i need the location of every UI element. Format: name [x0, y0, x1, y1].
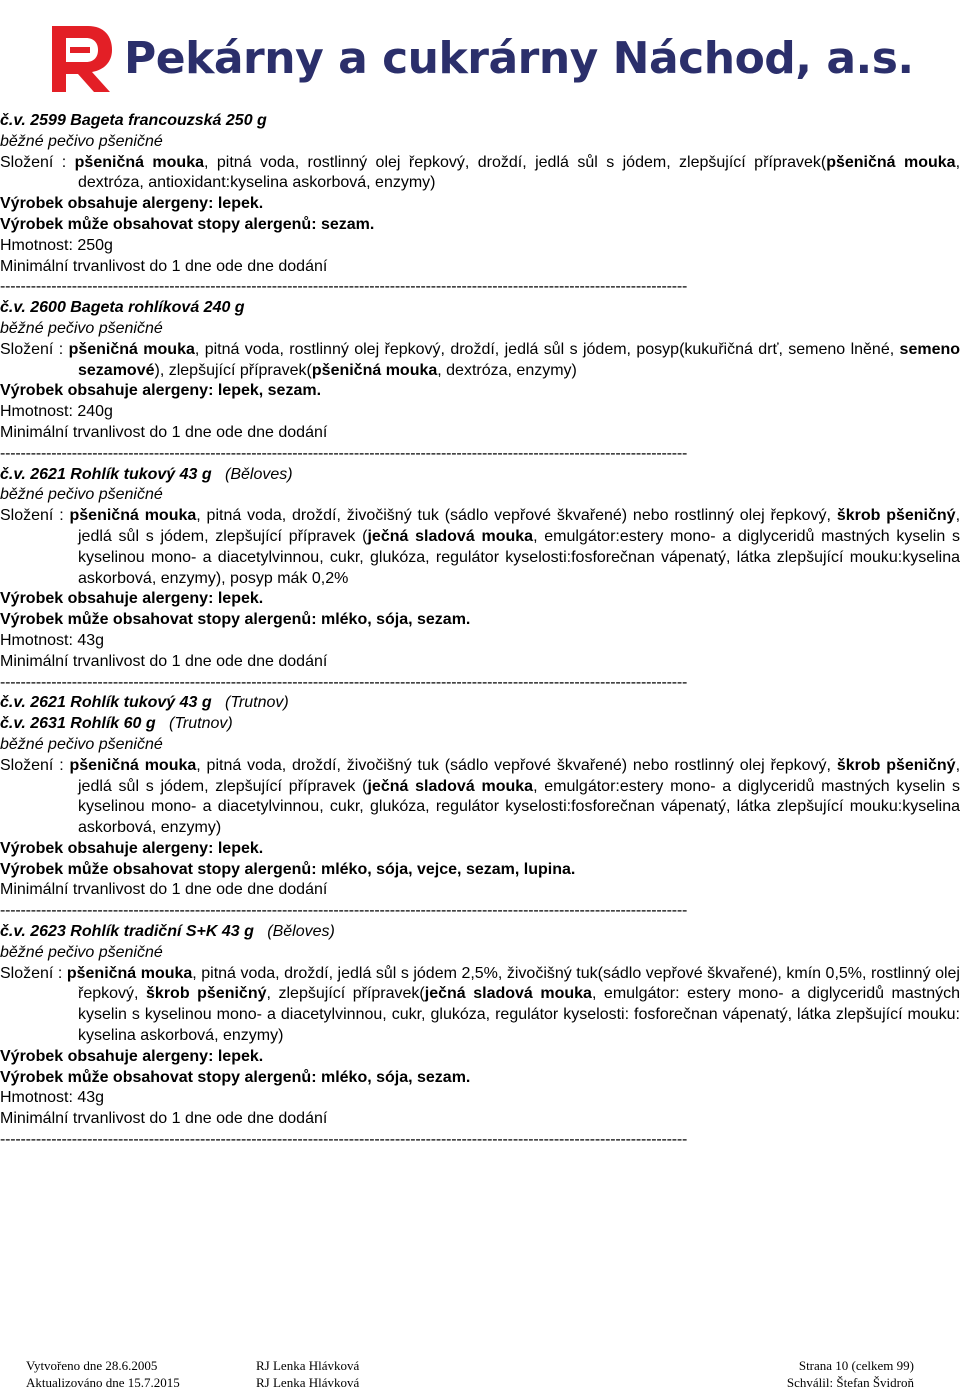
allergen-ingredient: pšeničná mouka — [69, 507, 197, 525]
shelf-life: Minimální trvanlivost do 1 dne ode dne dodání — [0, 881, 328, 899]
created-by: RJ Lenka Hlávková — [256, 1358, 360, 1373]
allergen-ingredient: pšeničná mouka — [74, 153, 205, 171]
product-category: běžné pečivo pšeničné — [0, 486, 163, 504]
product-code-name: č.v. 2599 Bageta francouzská 250 g — [0, 112, 267, 129]
approved-by: Schválil: Štefan Švidroň — [786, 1375, 914, 1390]
allergen-ingredient: škrob pšeničný — [836, 756, 956, 774]
product-block — [0, 465, 960, 694]
product-category: běžné pečivo pšeničné — [0, 132, 163, 150]
product-category: běžné pečivo pšeničné — [0, 943, 163, 961]
product-title — [0, 465, 960, 486]
allergens-statement: Výrobek obsahuje alergeny: lepek, sezam. — [0, 382, 322, 400]
product-block — [0, 111, 960, 298]
allergen-ingredient: semeno sezamové — [78, 340, 960, 379]
product-title — [0, 298, 960, 319]
product-weight: Hmotnost: 240g — [0, 403, 113, 421]
product-code-name: č.v. 2623 Rohlík tradiční S+K 43 g — [0, 923, 254, 941]
separator-line: -------------------------------------------------------------------------------------------------------------------------------------- — [0, 673, 688, 691]
ingredient-text: , emulgátor:estery mono- a diglyceridů mastných kyselin s kyselinou mono- a diacetylvinnou, cukr, glukóza, regulátor kyselosti:fosforečnan vápenatý, látka zlepšující mouku:kyselina askorbová, enzymy), posyp mák 0,2% — [78, 527, 960, 587]
company-logo-icon — [44, 22, 116, 94]
ingredient-text — [66, 154, 74, 171]
separator-line: -------------------------------------------------------------------------------------------------------------------------------------- — [0, 278, 688, 296]
separator-line: -------------------------------------------------------------------------------------------------------------------------------------- — [0, 444, 688, 462]
updated-by: RJ Lenka Hlávková — [256, 1375, 360, 1390]
product-list — [0, 111, 960, 1151]
company-name: Pekárny a cukrárny Náchod, a.s. — [124, 33, 914, 84]
updated-date: Aktualizováno dne 15.7.2015 — [26, 1375, 180, 1390]
product-block — [0, 298, 960, 464]
allergen-ingredient: pšeničná mouka — [69, 756, 197, 774]
ingredient-text: , pitná voda, rostlinný olej řepkový, droždí, jedlá sůl s jódem, posyp(kukuřičná drť, semeno lněné, — [194, 340, 900, 358]
product-category: běžné pečivo pšeničné — [0, 319, 163, 337]
allergens-statement: Výrobek obsahuje alergeny: lepek. — [0, 590, 264, 608]
product-location: (Trutnov) — [225, 694, 289, 712]
allergen-ingredient: ječná sladová mouka — [367, 777, 534, 795]
ingredient-text: , emulgátor: estery mono- a diglyceridů mastných kyselin s kyselinou mono- a diacetylvinnou, cukr, glukóza, regulátor kyselosti: fosforečnan vápenatý, látka zlepšující mouku: kyselina askorbová, enzymy) — [78, 985, 960, 1045]
page-header — [0, 0, 960, 112]
ingredient-text: , jedlá sůl s jódem, zlepšující přípravek ( — [78, 756, 960, 795]
ingredient-text: , emulgátor:estery mono- a diglyceridů mastných kyselin s kyselinou mono- a diacetylvinnou, cukr, glukóza, regulátor kyselosti:fosforečnan vápenatý, látka zlepšující mouku:kyselina askorbová, enzymy) — [78, 777, 960, 837]
product-code-name: č.v. 2621 Rohlík tukový 43 g — [0, 465, 212, 483]
product-composition — [0, 756, 960, 839]
page-number: Strana 10 (celkem 99) — [798, 1358, 914, 1373]
traces-statement: Výrobek může obsahovat stopy alergenů: sezam. — [0, 215, 375, 233]
allergen-ingredient: pšeničná mouka — [68, 340, 195, 358]
product-title — [0, 714, 960, 735]
allergen-ingredient: ječná sladová mouka — [424, 985, 592, 1003]
product-block — [0, 922, 960, 1151]
ingredient-text: , pitná voda, droždí, živočišný tuk (sádlo vepřové škvařené) nebo rostlinný olej řepkový, — [196, 756, 837, 774]
product-code-name: č.v. 2600 Bageta rohlíková 240 g — [0, 299, 245, 317]
allergen-ingredient: ječná sladová mouka — [367, 527, 534, 545]
allergen-ingredient: pšeničná mouka — [826, 153, 956, 171]
product-composition — [0, 153, 960, 195]
shelf-life: Minimální trvanlivost do 1 dne ode dne dodání — [0, 257, 328, 275]
shelf-life: Minimální trvanlivost do 1 dne ode dne dodání — [0, 423, 328, 441]
shelf-life: Minimální trvanlivost do 1 dne ode dne dodání — [0, 1110, 328, 1128]
separator-line: -------------------------------------------------------------------------------------------------------------------------------------- — [0, 902, 688, 920]
product-weight: Hmotnost: 43g — [0, 631, 105, 649]
product-title — [0, 693, 960, 714]
shelf-life: Minimální trvanlivost do 1 dne ode dne dodání — [0, 652, 328, 670]
composition-label: Složení : — [0, 340, 64, 358]
ingredient-text: , pitná voda, rostlinný olej řepkový, droždí, jedlá sůl s jódem, zlepšující přípravek( — [204, 153, 827, 171]
product-composition — [0, 964, 960, 1047]
traces-statement: Výrobek může obsahovat stopy alergenů: mléko, sója, sezam. — [0, 1068, 471, 1086]
composition-label: Složení : — [0, 964, 63, 982]
ingredient-text: , pitná voda, droždí, jedlá sůl s jódem 2,5%, živočišný tuk(sádlo vepřové škvařené), kmín 0,5%, rostlinný olej řepkový, — [78, 964, 960, 1003]
ingredient-text: ), zlepšující přípravek( — [154, 361, 312, 379]
product-location: (Trutnov) — [168, 715, 233, 733]
separator-line: -------------------------------------------------------------------------------------------------------------------------------------- — [0, 1131, 688, 1149]
product-code-name: č.v. 2631 Rohlík 60 g — [0, 715, 156, 733]
product-weight: Hmotnost: 250g — [0, 236, 113, 254]
ingredient-text: , jedlá sůl s jódem, zlepšující přípravek ( — [78, 507, 960, 545]
allergen-ingredient: pšeničná mouka — [311, 361, 438, 379]
product-weight: Hmotnost: 43g — [0, 1089, 105, 1107]
product-location: (Běloves) — [267, 923, 335, 941]
product-code-name: č.v. 2621 Rohlík tukový 43 g — [0, 694, 212, 712]
allergens-statement: Výrobek obsahuje alergeny: lepek. — [0, 839, 264, 857]
ingredient-text: , dextróza, antioxidant:kyselina askorbová, enzymy) — [78, 153, 960, 192]
product-category: běžné pečivo pšeničné — [0, 735, 163, 753]
product-composition — [0, 506, 960, 589]
traces-statement: Výrobek může obsahovat stopy alergenů: mléko, sója, sezam. — [0, 611, 471, 629]
product-location: (Běloves) — [225, 465, 293, 483]
product-composition — [0, 340, 960, 382]
allergens-statement: Výrobek obsahuje alergeny: lepek. — [0, 1047, 264, 1065]
composition-label: Složení : — [0, 507, 64, 525]
product-title — [0, 922, 960, 943]
ingredient-text: , dextróza, enzymy) — [437, 361, 577, 379]
traces-statement: Výrobek může obsahovat stopy alergenů: mléko, sója, vejce, sezam, lupina. — [0, 860, 576, 878]
allergen-ingredient: škrob pšeničný — [146, 985, 267, 1003]
ingredient-text: , pitná voda, droždí, živočišný tuk (sádlo vepřové škvařené) nebo rostlinný olej řepkový, — [196, 507, 837, 525]
ingredient-text: , zlepšující přípravek( — [266, 985, 425, 1003]
allergens-statement: Výrobek obsahuje alergeny: lepek. — [0, 195, 264, 213]
allergen-ingredient: škrob pšeničný — [836, 507, 956, 525]
product-title — [0, 111, 960, 132]
page-footer — [26, 1357, 914, 1391]
product-block — [0, 693, 960, 922]
allergen-ingredient: pšeničná mouka — [66, 964, 193, 982]
created-date: Vytvořeno dne 28.6.2005 — [26, 1358, 158, 1373]
composition-label: Složení : — [0, 756, 64, 774]
composition-label: Složení : — [0, 153, 67, 171]
